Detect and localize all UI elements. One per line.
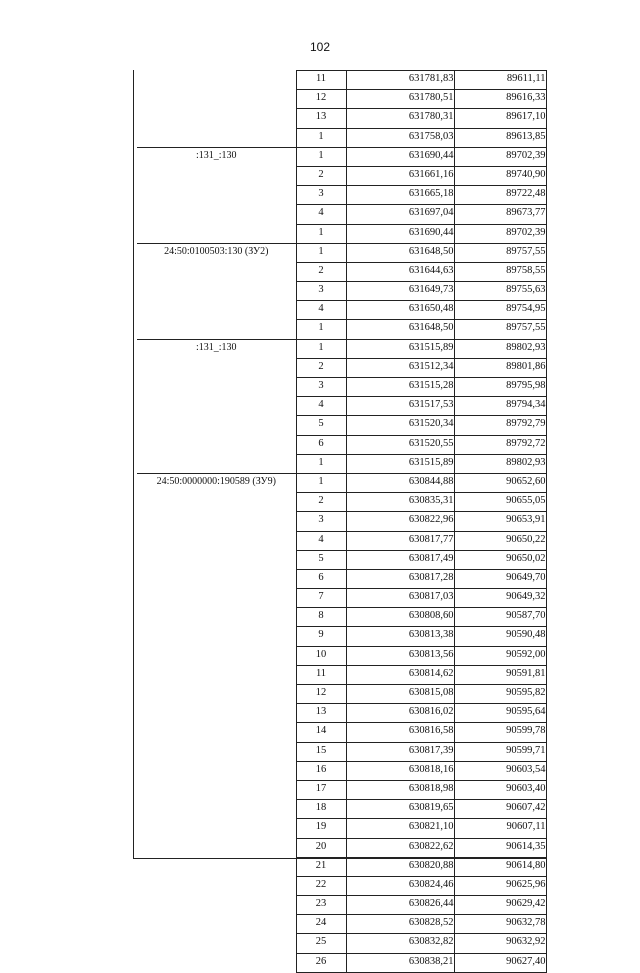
- point-number-cell: 1: [296, 243, 346, 262]
- point-number-cell: 5: [296, 416, 346, 435]
- point-number-cell: 2: [296, 493, 346, 512]
- x-coordinate-cell: 630818,16: [346, 761, 454, 780]
- y-coordinate-cell: 89802,93: [454, 339, 546, 358]
- point-number-cell: 2: [296, 262, 346, 281]
- y-coordinate-cell: 90614,80: [454, 857, 546, 876]
- x-coordinate-cell: 631780,31: [346, 109, 454, 128]
- y-coordinate-cell: 89757,55: [454, 243, 546, 262]
- point-number-cell: 1: [296, 147, 346, 166]
- x-coordinate-cell: 631517,53: [346, 397, 454, 416]
- parcel-label: :131_:130: [137, 147, 296, 243]
- y-coordinate-cell: 89722,48: [454, 186, 546, 205]
- x-coordinate-cell: 630816,58: [346, 723, 454, 742]
- point-number-cell: 4: [296, 397, 346, 416]
- x-coordinate-cell: 631512,34: [346, 358, 454, 377]
- x-coordinate-cell: 631661,16: [346, 166, 454, 185]
- x-coordinate-cell: 630819,65: [346, 800, 454, 819]
- point-number-cell: 1: [296, 128, 346, 147]
- y-coordinate-cell: 89617,10: [454, 109, 546, 128]
- point-number-cell: 9: [296, 627, 346, 646]
- point-number-cell: 16: [296, 761, 346, 780]
- point-number-cell: 1: [296, 320, 346, 339]
- y-coordinate-cell: 89792,72: [454, 435, 546, 454]
- point-number-cell: 10: [296, 646, 346, 665]
- x-coordinate-cell: 630814,62: [346, 665, 454, 684]
- point-number-cell: 1: [296, 454, 346, 473]
- y-coordinate-cell: 89613,85: [454, 128, 546, 147]
- point-number-cell: 13: [296, 109, 346, 128]
- y-coordinate-cell: 89611,11: [454, 71, 546, 90]
- point-number-cell: 24: [296, 915, 346, 934]
- x-coordinate-cell: 631690,44: [346, 147, 454, 166]
- y-coordinate-cell: 90652,60: [454, 473, 546, 492]
- x-coordinate-cell: 631650,48: [346, 301, 454, 320]
- y-coordinate-cell: 90655,05: [454, 493, 546, 512]
- y-coordinate-cell: 90607,42: [454, 800, 546, 819]
- point-number-cell: 12: [296, 685, 346, 704]
- coordinates-table: [137, 70, 547, 973]
- y-coordinate-cell: 90591,81: [454, 665, 546, 684]
- page-number: 102: [309, 40, 331, 54]
- x-coordinate-cell: 630822,96: [346, 512, 454, 531]
- x-coordinate-cell: 631665,18: [346, 186, 454, 205]
- point-number-cell: 12: [296, 90, 346, 109]
- point-number-cell: 1: [296, 224, 346, 243]
- x-coordinate-cell: 630844,88: [346, 473, 454, 492]
- point-number-cell: 13: [296, 704, 346, 723]
- parcel-label: 24:50:0100503:130 (ЗУ2): [137, 243, 296, 339]
- point-number-cell: 4: [296, 531, 346, 550]
- x-coordinate-cell: 631690,44: [346, 224, 454, 243]
- point-number-cell: 6: [296, 435, 346, 454]
- table-row: [137, 147, 546, 166]
- x-coordinate-cell: 631648,50: [346, 320, 454, 339]
- x-coordinate-cell: 631515,89: [346, 339, 454, 358]
- x-coordinate-cell: 630816,02: [346, 704, 454, 723]
- y-coordinate-cell: 89801,86: [454, 358, 546, 377]
- point-number-cell: 2: [296, 358, 346, 377]
- point-number-cell: 25: [296, 934, 346, 953]
- y-coordinate-cell: 90629,42: [454, 896, 546, 915]
- y-coordinate-cell: 90650,02: [454, 550, 546, 569]
- point-number-cell: 4: [296, 301, 346, 320]
- x-coordinate-cell: 631649,73: [346, 282, 454, 301]
- parcel-label: :131_:130: [137, 339, 296, 473]
- x-coordinate-cell: 631758,03: [346, 128, 454, 147]
- x-coordinate-cell: 630815,08: [346, 685, 454, 704]
- point-number-cell: 7: [296, 589, 346, 608]
- table-row: [137, 473, 546, 492]
- point-number-cell: 3: [296, 378, 346, 397]
- y-coordinate-cell: 89792,79: [454, 416, 546, 435]
- x-coordinate-cell: 631697,04: [346, 205, 454, 224]
- x-coordinate-cell: 630817,49: [346, 550, 454, 569]
- y-coordinate-cell: 90649,70: [454, 569, 546, 588]
- y-coordinate-cell: 89758,55: [454, 262, 546, 281]
- y-coordinate-cell: 89757,55: [454, 320, 546, 339]
- y-coordinate-cell: 90625,96: [454, 876, 546, 895]
- point-number-cell: 19: [296, 819, 346, 838]
- point-number-cell: 11: [296, 665, 346, 684]
- y-coordinate-cell: 90607,11: [454, 819, 546, 838]
- x-coordinate-cell: 630838,21: [346, 953, 454, 972]
- y-coordinate-cell: 89616,33: [454, 90, 546, 109]
- x-coordinate-cell: 631520,55: [346, 435, 454, 454]
- y-coordinate-cell: 90603,40: [454, 780, 546, 799]
- x-coordinate-cell: 630826,44: [346, 896, 454, 915]
- point-number-cell: 1: [296, 473, 346, 492]
- point-number-cell: 5: [296, 550, 346, 569]
- y-coordinate-cell: 90627,40: [454, 953, 546, 972]
- point-number-cell: 23: [296, 896, 346, 915]
- y-coordinate-cell: 90599,78: [454, 723, 546, 742]
- point-number-cell: 8: [296, 608, 346, 627]
- point-number-cell: 11: [296, 71, 346, 90]
- point-number-cell: 2: [296, 166, 346, 185]
- coordinates-table-body: [137, 71, 546, 973]
- y-coordinate-cell: 90603,54: [454, 761, 546, 780]
- y-coordinate-cell: 89702,39: [454, 147, 546, 166]
- point-number-cell: 18: [296, 800, 346, 819]
- point-number-cell: 17: [296, 780, 346, 799]
- y-coordinate-cell: 90595,82: [454, 685, 546, 704]
- y-coordinate-cell: 90592,00: [454, 646, 546, 665]
- y-coordinate-cell: 89794,34: [454, 397, 546, 416]
- parcel-label: [137, 71, 296, 148]
- x-coordinate-cell: 631520,34: [346, 416, 454, 435]
- y-coordinate-cell: 89802,93: [454, 454, 546, 473]
- x-coordinate-cell: 630832,82: [346, 934, 454, 953]
- y-coordinate-cell: 90595,64: [454, 704, 546, 723]
- y-coordinate-cell: 90632,92: [454, 934, 546, 953]
- point-number-cell: 3: [296, 512, 346, 531]
- y-coordinate-cell: 89755,63: [454, 282, 546, 301]
- point-number-cell: 21: [296, 857, 346, 876]
- y-coordinate-cell: 89754,95: [454, 301, 546, 320]
- x-coordinate-cell: 630817,39: [346, 742, 454, 761]
- point-number-cell: 14: [296, 723, 346, 742]
- x-coordinate-cell: 630828,52: [346, 915, 454, 934]
- x-coordinate-cell: 630817,03: [346, 589, 454, 608]
- x-coordinate-cell: 630808,60: [346, 608, 454, 627]
- table-row: [137, 71, 546, 90]
- x-coordinate-cell: 631648,50: [346, 243, 454, 262]
- y-coordinate-cell: 90649,32: [454, 589, 546, 608]
- x-coordinate-cell: 630821,10: [346, 819, 454, 838]
- point-number-cell: 3: [296, 186, 346, 205]
- x-coordinate-cell: 630824,46: [346, 876, 454, 895]
- point-number-cell: 20: [296, 838, 346, 857]
- point-number-cell: 4: [296, 205, 346, 224]
- y-coordinate-cell: 90590,48: [454, 627, 546, 646]
- table-row: [137, 243, 546, 262]
- x-coordinate-cell: 630813,56: [346, 646, 454, 665]
- x-coordinate-cell: 631780,51: [346, 90, 454, 109]
- point-number-cell: 22: [296, 876, 346, 895]
- y-coordinate-cell: 89740,90: [454, 166, 546, 185]
- x-coordinate-cell: 630817,28: [346, 569, 454, 588]
- point-number-cell: 15: [296, 742, 346, 761]
- x-coordinate-cell: 630813,38: [346, 627, 454, 646]
- point-number-cell: 6: [296, 569, 346, 588]
- y-coordinate-cell: 89673,77: [454, 205, 546, 224]
- point-number-cell: 26: [296, 953, 346, 972]
- y-coordinate-cell: 90599,71: [454, 742, 546, 761]
- x-coordinate-cell: 630818,98: [346, 780, 454, 799]
- x-coordinate-cell: 630820,88: [346, 857, 454, 876]
- y-coordinate-cell: 90632,78: [454, 915, 546, 934]
- y-coordinate-cell: 90614,35: [454, 838, 546, 857]
- parcel-label: 24:50:0000000:190589 (ЗУ9): [137, 473, 296, 972]
- y-coordinate-cell: 90653,91: [454, 512, 546, 531]
- x-coordinate-cell: 630835,31: [346, 493, 454, 512]
- x-coordinate-cell: 631781,83: [346, 71, 454, 90]
- point-number-cell: 3: [296, 282, 346, 301]
- x-coordinate-cell: 630822,62: [346, 838, 454, 857]
- y-coordinate-cell: 89795,98: [454, 378, 546, 397]
- point-number-cell: 1: [296, 339, 346, 358]
- y-coordinate-cell: 89702,39: [454, 224, 546, 243]
- y-coordinate-cell: 90587,70: [454, 608, 546, 627]
- x-coordinate-cell: 631644,63: [346, 262, 454, 281]
- x-coordinate-cell: 630817,77: [346, 531, 454, 550]
- table-row: [137, 339, 546, 358]
- y-coordinate-cell: 90650,22: [454, 531, 546, 550]
- x-coordinate-cell: 631515,28: [346, 378, 454, 397]
- x-coordinate-cell: 631515,89: [346, 454, 454, 473]
